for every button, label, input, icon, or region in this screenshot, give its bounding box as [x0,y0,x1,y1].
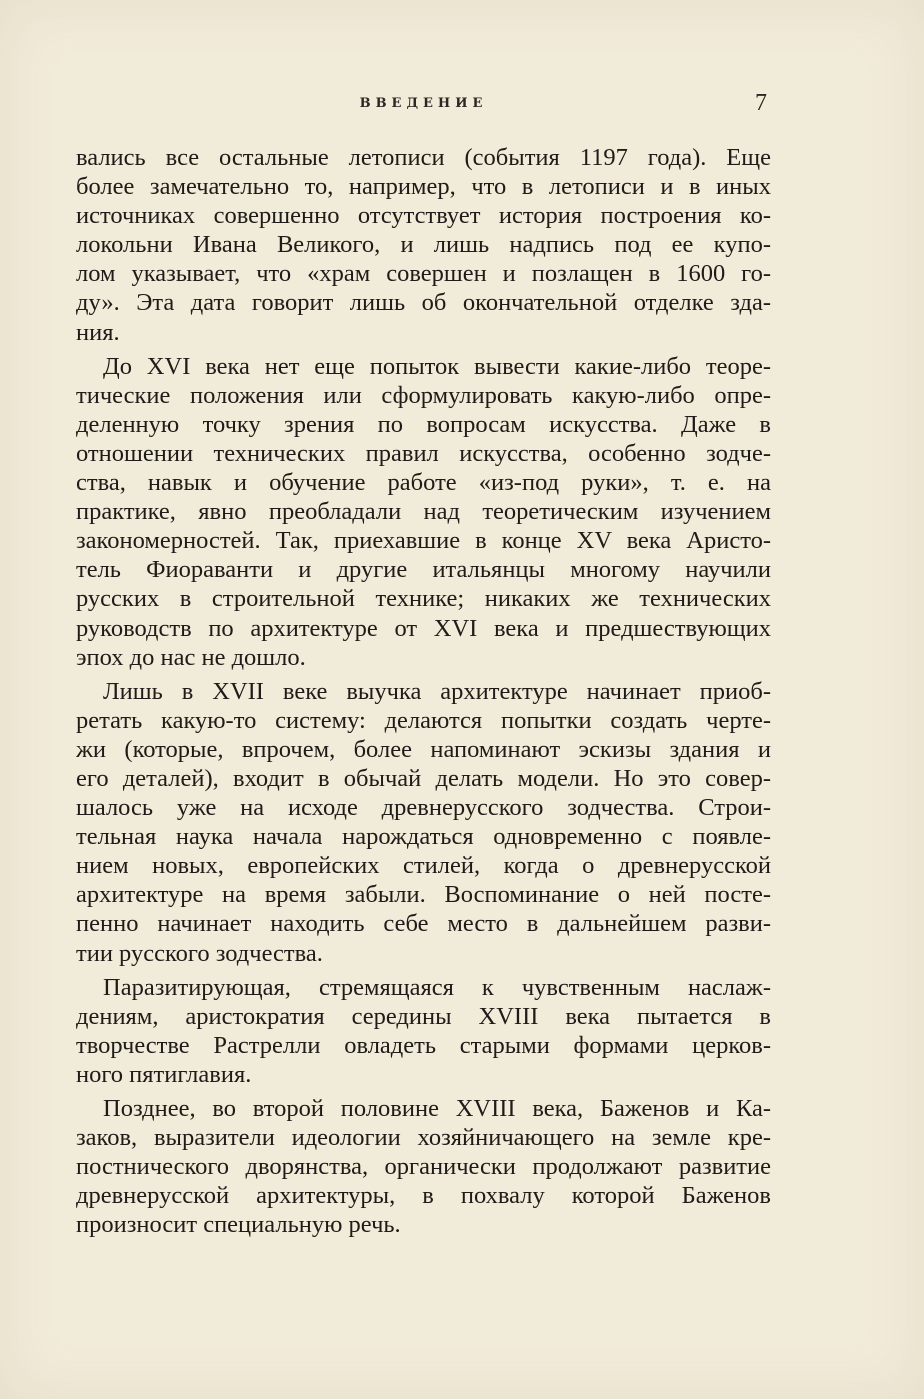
text-line: тические положения или сформулировать какую-либо опре- [76,381,771,409]
text-line: шалось уже на исходе древнерусского зодчества. Строи- [76,794,771,822]
page-header [76,90,771,120]
paragraph [76,143,771,347]
text-line: древнерусской архитектуры, в похвалу которой Баженов [76,1182,771,1210]
text-line: эпох до нас не дошло. [76,643,306,671]
text-line: источниках совершенно отсутствует история построения ко- [76,202,771,230]
text-line: тии русского зодчества. [76,939,323,967]
text-line: тельная наука начала нарождаться одновременно с появле- [76,823,771,851]
text-line: локольни Ивана Великого, и лишь надпись под ее купо- [76,231,771,259]
text-line: руководств по архитектуре от XVI века и предшествующих [76,614,771,642]
text-line: творчестве Растрелли овладеть старыми формами церков- [76,1031,771,1059]
paragraph [76,677,771,968]
text-line: произносит специальную речь. [76,1211,401,1239]
text-line: отношении технических правил искусства, особенно зодче- [76,439,771,467]
text-line: практике, явно преобладали над теоретическим изучением [76,498,771,526]
text-line: жи (которые, впрочем, более напоминают эскизы здания и [76,735,771,763]
text-line: архитектуре на время забыли. Воспоминание о ней посте- [76,881,771,909]
text-line: Паразитирующая, стремящаяся к чувственным наслаж- [103,973,771,1001]
text-line: До XVI века нет еще попыток вывести какие-либо теоре- [103,352,771,380]
text-line: тель Фиораванти и другие итальянцы многому научили [76,556,771,584]
running-head: ВВЕДЕНИЕ [359,96,488,111]
paragraph [76,352,771,672]
text-line: ства, навык и обучение работе «из-под руки», т. е. на [76,469,771,497]
text-line: Позднее, во второй половине XVIII века, Баженов и Ка- [103,1095,771,1122]
text-line: ретать какую-то систему: делаются попытки создать черте- [76,706,771,734]
text-line: деленную точку зрения по вопросам искусства. Даже в [76,410,771,438]
text-line: заков, выразители идеологии хозяйничающего на земле кре- [76,1124,771,1152]
text-line: Лишь в XVII веке выучка архитектуре начинает приоб- [103,677,771,705]
paragraph [76,1094,771,1239]
text-line: ного пятиглавия. [76,1060,252,1088]
text-line: вались все остальные летописи (события 1197 года). Еще [76,144,771,171]
text-line: ния. [76,318,120,346]
text-line: постнического дворянства, органически продолжают развитие [76,1153,771,1181]
text-line: его деталей), входит в обычай делать модели. Но это совер- [76,764,771,792]
text-line: нием новых, европейских стилей, когда о древнерусской [76,852,771,880]
body-text [76,143,771,1239]
text-line: дениям, аристократия середины XVIII века пытается в [76,1002,771,1030]
text-line: пенно начинает находить себе место в дальнейшем разви- [76,910,771,938]
text-line: лом указывает, что «храм совершен и позлащен в 1600 го- [76,260,771,288]
text-line: закономерностей. Так, приехавшие в конце XV века Аристо- [76,527,771,555]
text-line: более замечательно то, например, что в летописи и в иных [76,173,771,201]
text-line: русских в строительной технике; никаких же технических [76,585,771,613]
page-number: 7 [755,90,767,116]
paragraph [76,973,771,1089]
text-line: ду». Эта дата говорит лишь об окончательной отделке зда- [76,289,771,317]
